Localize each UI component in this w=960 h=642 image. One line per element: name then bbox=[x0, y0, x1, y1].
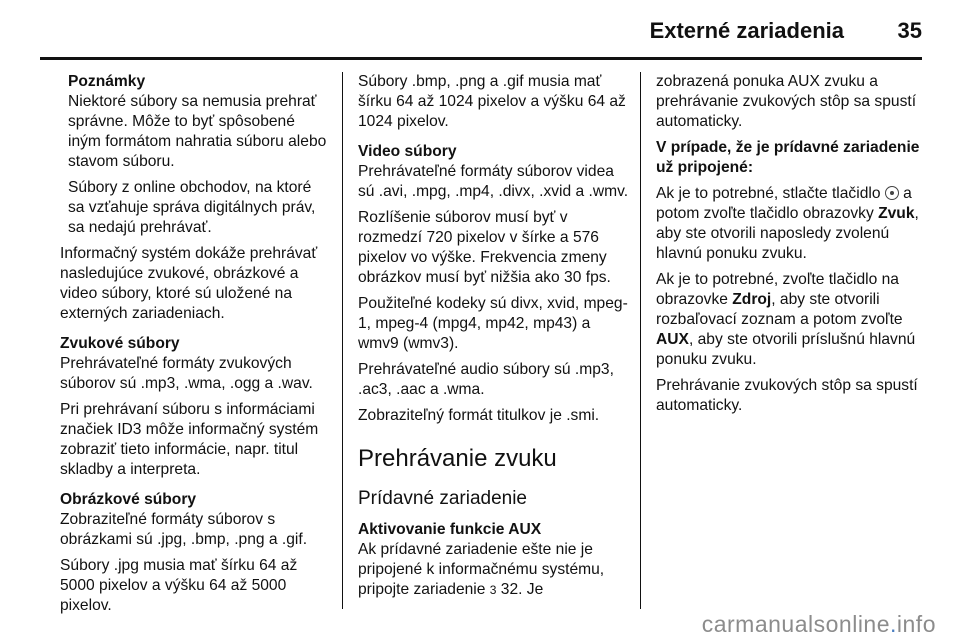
subchapter-heading: Prídavné zariadenie bbox=[358, 488, 527, 509]
paragraph: Súbory z online obchodov, na ktoré sa vzťahuje správa digitálnych práv, sa nedajú prehrávať. bbox=[68, 179, 316, 236]
paragraph: Pri prehrávaní súboru s informáciami značiek ID3 môže informačný systém zobraziť tieto informácie, napr. titul skladby a interpreta. bbox=[60, 401, 319, 478]
paragraph: Informačný systém dokáže prehrávať nasledujúce zvukové, obrázkové a video súbory, ktoré sú uložené na externých zariadeniach. bbox=[60, 245, 318, 322]
header-rule bbox=[40, 57, 922, 60]
section-heading-aux: Aktivovanie funkcie AUX bbox=[358, 521, 542, 538]
home-button-icon bbox=[885, 186, 899, 200]
watermark: carmanualsonline.info bbox=[701, 611, 936, 637]
paragraph: Ak prídavné zariadenie ešte nie je pripojené k informačnému systému, pripojte zariadenie 3 32. Je bbox=[358, 541, 605, 598]
column-1 bbox=[60, 72, 332, 622]
column-divider bbox=[640, 72, 641, 609]
paragraph: zobrazená ponuka AUX zvuku a prehrávanie zvukových stôp sa spustí automaticky. bbox=[656, 73, 917, 130]
note-box bbox=[60, 72, 332, 238]
page-header bbox=[0, 14, 922, 54]
paragraph: Zobraziteľný formát titulkov je .smi. bbox=[358, 407, 600, 424]
bold-paragraph: V prípade, že je prídavné zariadenie už pripojené: bbox=[656, 139, 920, 176]
page-reference-arrow-icon: 3 bbox=[489, 583, 497, 597]
paragraph: Prehrávanie zvukových stôp sa spustí automaticky. bbox=[656, 377, 918, 414]
section-heading-video: Video súbory bbox=[358, 143, 457, 160]
paragraph: Ak je to potrebné, zvoľte tlačidlo na obrazovke Zdroj, aby ste otvorili rozbaľovací zoznam a potom zvoľte AUX, aby ste otvorili príslušnú hlavnú ponuku zvuku. bbox=[656, 271, 916, 368]
column-3 bbox=[656, 72, 928, 422]
chapter-heading: Prehrávanie zvuku bbox=[358, 445, 557, 472]
paragraph: Použiteľné kodeky sú divx, xvid, mpeg-1, mpeg-4 (mpg4, mp42, mp43) a wmv9 (wmv3). bbox=[358, 295, 628, 352]
paragraph: Zobraziteľné formáty súborov s obrázkami sú .jpg, .bmp, .png a .gif. bbox=[60, 511, 308, 548]
paragraph: Niektoré súbory sa nemusia prehrať správne. Môže to byť spôsobené iným formátom nahratia súboru alebo stavom súboru. bbox=[68, 93, 327, 170]
section-heading-images: Obrázkové súbory bbox=[60, 491, 197, 508]
paragraph: Ak je to potrebné, stlačte tlačidlo a potom zvoľte tlačidlo obrazovky Zvuk, aby ste otvorili naposledy zvolenú hlavnú ponuku zvuku. bbox=[656, 185, 919, 262]
paragraph: Prehrávateľné audio súbory sú .mp3, .ac3, .aac a .wma. bbox=[358, 361, 614, 398]
column-2 bbox=[358, 72, 630, 606]
column-divider bbox=[342, 72, 343, 609]
note-title: Poznámky bbox=[68, 73, 146, 90]
section-heading-audio: Zvukové súbory bbox=[60, 335, 180, 352]
paragraph: Súbory .bmp, .png a .gif musia mať šírku 64 až 1024 pixelov a výšku 64 až 1024 pixelov. bbox=[358, 73, 626, 130]
paragraph: Súbory .jpg musia mať šírku 64 až 5000 pixelov a výšku 64 až 5000 pixelov. bbox=[60, 557, 298, 614]
chapter-title: Externé zariadenia bbox=[649, 18, 844, 43]
paragraph: Prehrávateľné formáty súborov videa sú .avi, .mpg, .mp4, .divx, .xvid a .wmv. bbox=[358, 163, 629, 200]
page-number: 35 bbox=[897, 18, 922, 43]
paragraph: Prehrávateľné formáty zvukových súborov sú .mp3, .wma, .ogg a .wav. bbox=[60, 355, 313, 392]
paragraph: Rozlíšenie súborov musí byť v rozmedzí 720 pixelov v šírke a 576 pixelov vo výške. Frekvencia zmeny obrázkov musí byť nižšia ako 30 fps. bbox=[358, 209, 611, 286]
